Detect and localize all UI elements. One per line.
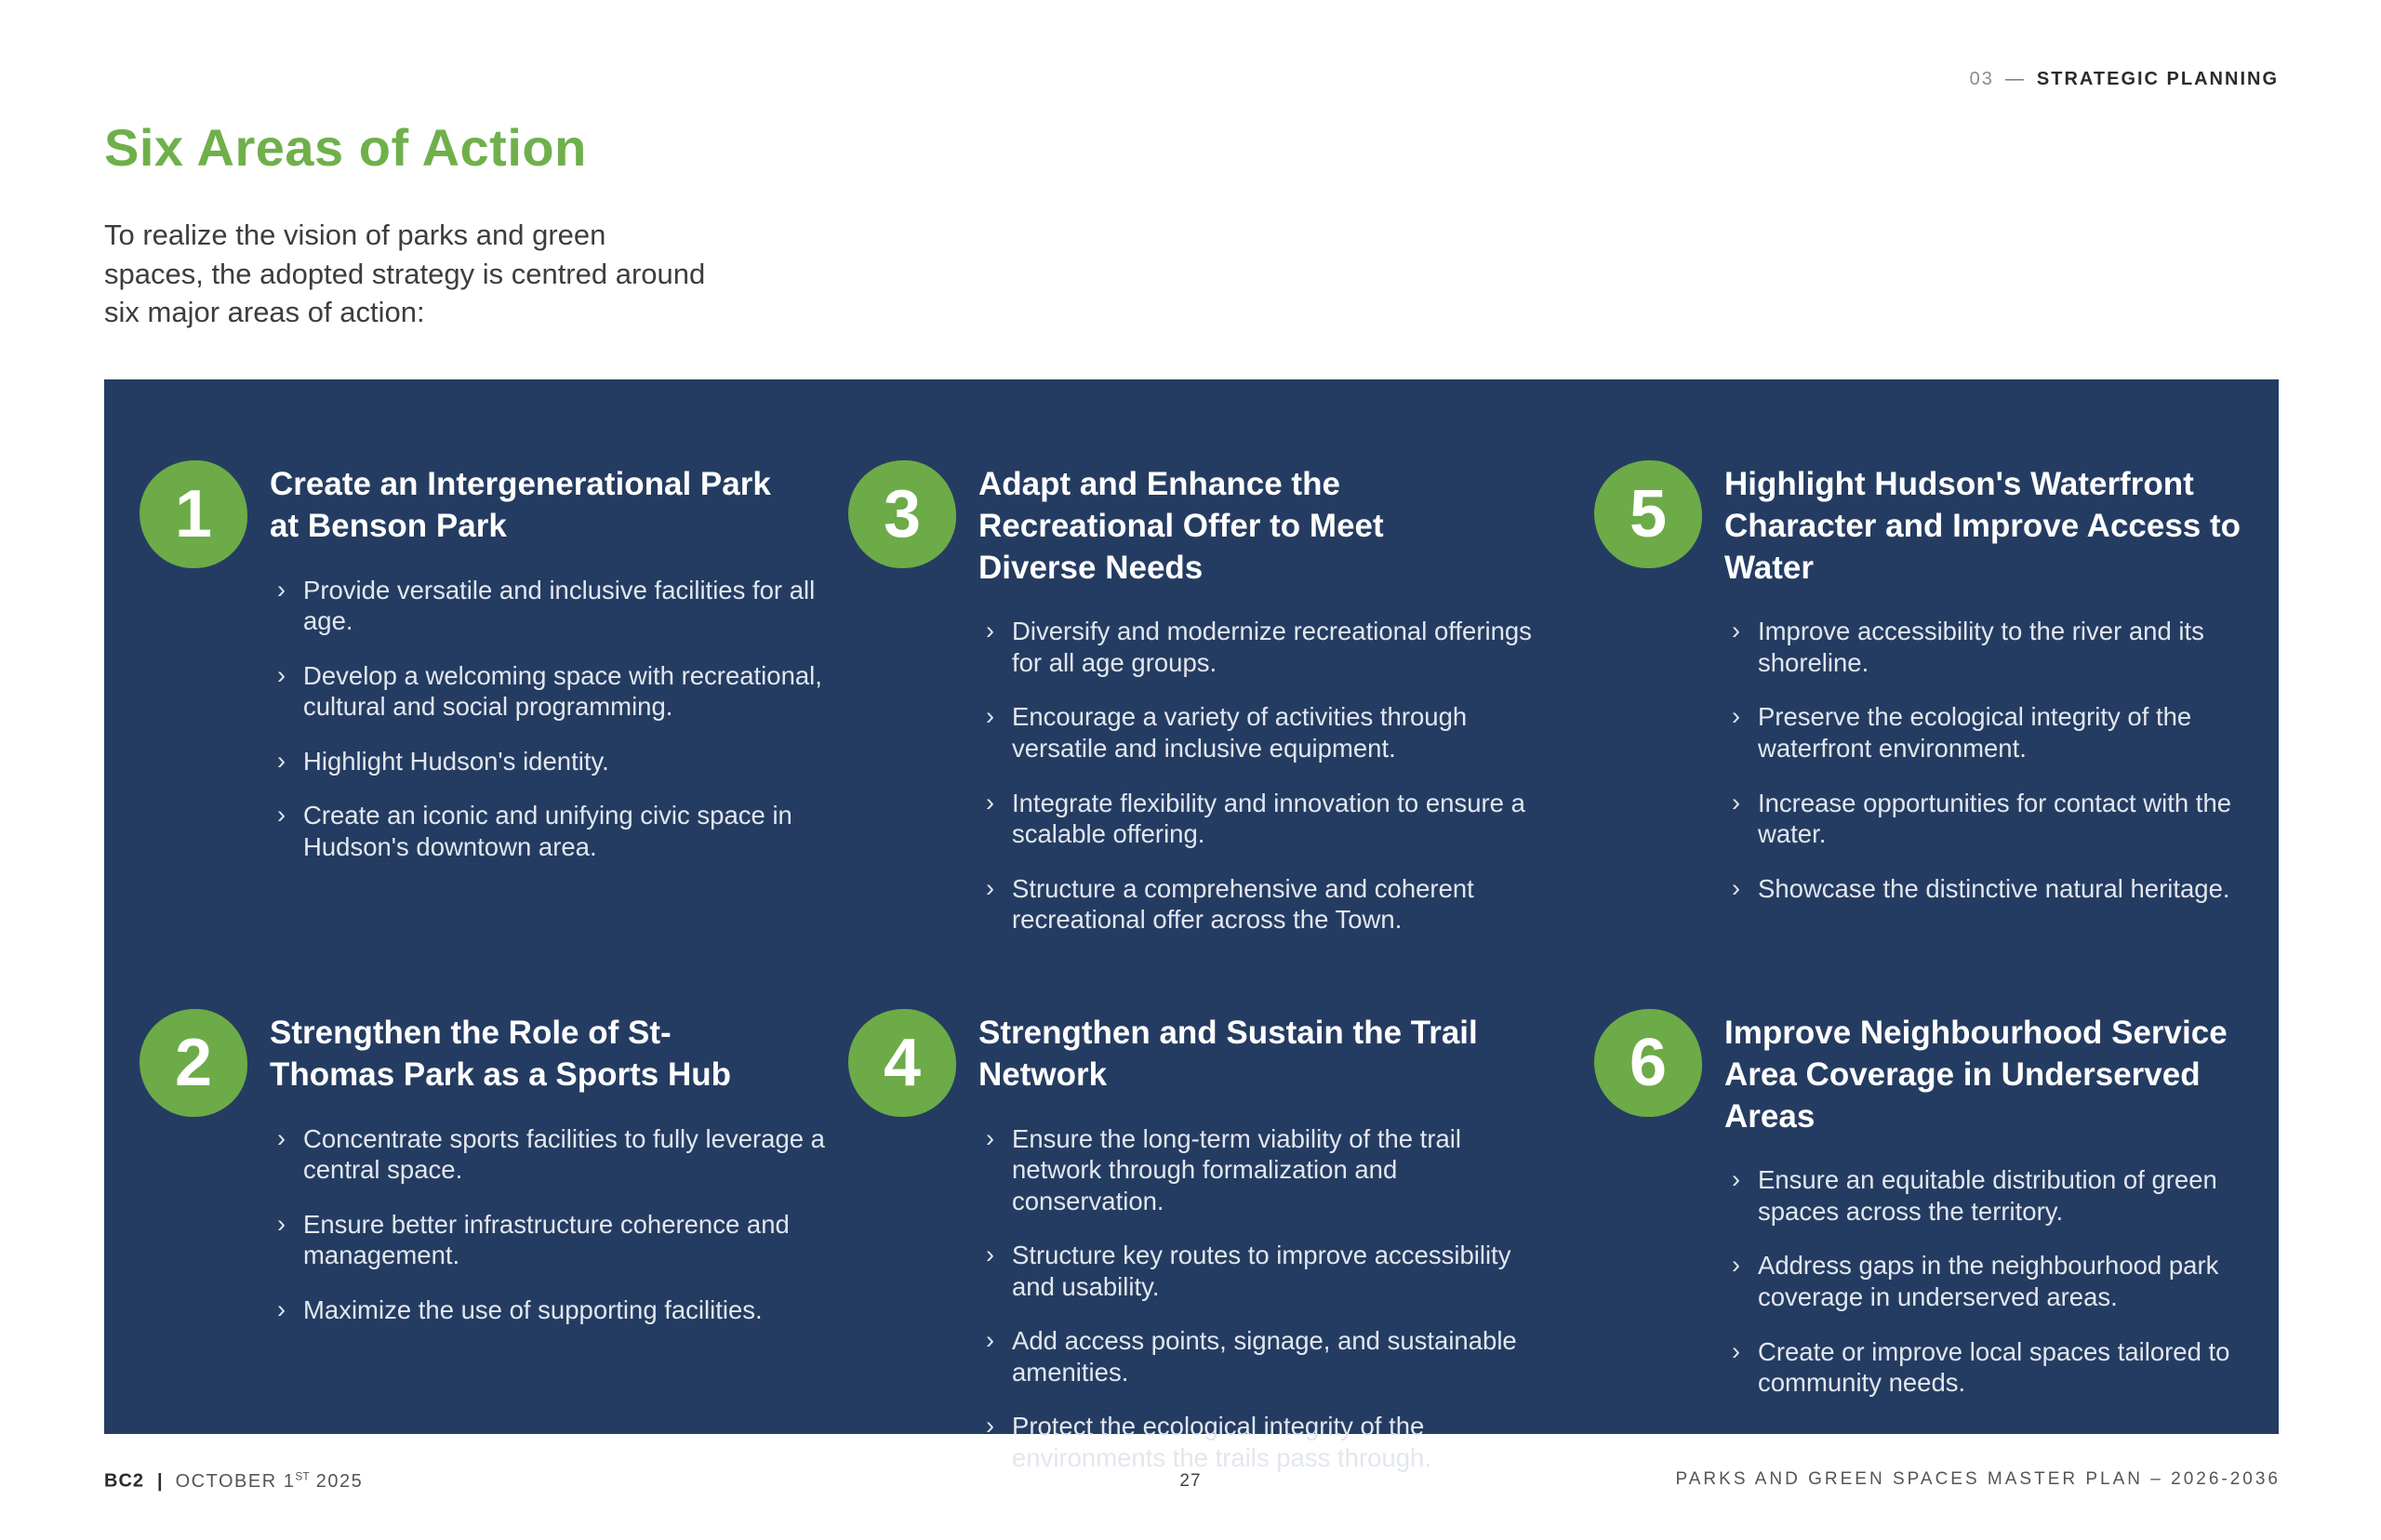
bullet-item [1732, 873, 2255, 905]
bullet-item [277, 1209, 839, 1271]
chevron-bullet-icon: › [1732, 873, 1740, 902]
area-number-badge: 6 [1594, 1009, 1702, 1117]
bullet-item [986, 701, 1548, 763]
footer-date: OCTOBER 1ST 2025 [175, 1469, 364, 1492]
area-title: Create an Intergenerational Park at Benson Park [270, 466, 771, 544]
area-number-badge: 3 [848, 460, 956, 568]
area-bullet-list [978, 1123, 1548, 1474]
bullet-item [1732, 1164, 2255, 1227]
chevron-bullet-icon: › [986, 788, 994, 816]
bullet-item [1732, 788, 2255, 850]
area-number-badge: 5 [1594, 460, 1702, 568]
bullet-item [986, 1240, 1548, 1302]
area-title: Strengthen and Sustain the Trail Network [978, 1015, 1478, 1093]
bullet-text: Diversify and modernize recreational offerings for all age groups. [1012, 617, 1532, 677]
bullet-item [986, 1325, 1548, 1387]
chevron-bullet-icon: › [986, 702, 994, 731]
bullet-item [1732, 616, 2255, 678]
section-number: 03 [1969, 69, 1994, 89]
bullet-text: Highlight Hudson's identity. [303, 746, 609, 776]
bullet-item [277, 1294, 839, 1326]
bullet-item [277, 746, 839, 777]
chevron-bullet-icon: › [277, 1294, 286, 1323]
area-number-badge: 1 [140, 460, 247, 568]
bullet-item [1732, 701, 2255, 763]
area-content [1724, 1009, 2255, 1422]
running-header [1970, 69, 2279, 90]
chevron-bullet-icon: › [277, 575, 286, 604]
action-area-2 [140, 1009, 848, 1497]
bullet-text: Concentrate sports facilities to fully leverage a central space. [303, 1123, 825, 1185]
chevron-bullet-icon: › [277, 1123, 286, 1152]
footer-separator: | [157, 1470, 163, 1492]
bullet-item [986, 616, 1548, 678]
area-number-badge: 4 [848, 1009, 956, 1117]
chevron-bullet-icon: › [986, 1123, 994, 1152]
area-title: Strengthen the Role of St-Thomas Park as a Sports Hub [270, 1015, 731, 1093]
area-bullet-list [270, 575, 839, 863]
area-content [978, 1009, 1548, 1497]
footer-left [104, 1469, 363, 1493]
bullet-text: Maximize the use of supporting facilities. [303, 1294, 763, 1324]
action-areas-panel [104, 379, 2279, 1472]
chevron-bullet-icon: › [1732, 1251, 1740, 1280]
area-title: Improve Neighbourhood Service Area Coverage in Underserved Areas [1724, 1015, 2228, 1135]
bullet-text: Address gaps in the neighbourhood park coverage in underserved areas. [1758, 1251, 2219, 1312]
bullet-text: Structure a comprehensive and coherent recreational offer across the Town. [1012, 873, 1474, 935]
chevron-bullet-icon: › [277, 1209, 286, 1238]
area-bullet-list [1724, 616, 2255, 904]
footer-page-number: 27 [1179, 1471, 1202, 1491]
chevron-bullet-icon: › [1732, 1165, 1740, 1194]
bullet-item [277, 1123, 839, 1186]
footer-brand: BC2 [104, 1470, 145, 1492]
chevron-bullet-icon: › [277, 660, 286, 689]
bullet-text: Structure key routes to improve accessibility and usability. [1012, 1241, 1511, 1301]
area-number-badge: 2 [140, 1009, 247, 1117]
footer-date-ordinal: ST [295, 1469, 310, 1482]
bullet-item [986, 1123, 1548, 1217]
bullet-item [277, 800, 839, 862]
section-name: STRATEGIC PLANNING [2036, 69, 2279, 89]
chevron-bullet-icon: › [1732, 1336, 1740, 1365]
bullet-text: Ensure the long-term viability of the trail network through formalization and conservation. [1012, 1123, 1461, 1215]
footer-document-title: PARKS AND GREEN SPACES MASTER PLAN – 2026-2036 [1675, 1469, 2281, 1489]
intro-paragraph: To realize the vision of parks and green spaces, the adopted strategy is centred around six major areas of action: [104, 219, 706, 329]
bullet-item [986, 788, 1548, 850]
chevron-bullet-icon: › [1732, 702, 1740, 731]
area-content [270, 460, 839, 885]
chevron-bullet-icon: › [986, 1241, 994, 1269]
chevron-bullet-icon: › [1732, 788, 1740, 816]
bullet-item [1732, 1250, 2255, 1312]
area-bullet-list [1724, 1164, 2255, 1398]
bullet-text: Integrate flexibility and innovation to ensure a scalable offering. [1012, 788, 1525, 849]
area-bullet-list [978, 616, 1548, 935]
bullet-item [1732, 1336, 2255, 1399]
bullet-text: Increase opportunities for contact with the water. [1758, 788, 2232, 849]
area-title: Adapt and Enhance the Recreational Offer to Meet Diverse Needs [978, 466, 1384, 586]
bullet-text: Develop a welcoming space with recreational, cultural and social programming. [303, 660, 822, 722]
page-title: Six Areas of Action [104, 118, 587, 177]
bullet-text: Ensure an equitable distribution of green spaces across the territory. [1758, 1165, 2217, 1226]
area-bullet-list [270, 1123, 839, 1326]
bullet-item [277, 575, 839, 637]
area-content [1724, 460, 2255, 927]
bullet-item [986, 1411, 1548, 1473]
header-dash: — [2004, 69, 2026, 89]
bullet-text: Improve accessibility to the river and its shoreline. [1758, 617, 2204, 677]
bullet-text: Provide versatile and inclusive facilities for all age. [303, 575, 816, 636]
bullet-item [277, 660, 839, 723]
bullet-text: Ensure better infrastructure coherence and management. [303, 1209, 790, 1270]
bullet-text: Encourage a variety of activities through versatile and inclusive equipment. [1012, 702, 1468, 763]
bullet-text: Create an iconic and unifying civic space in Hudson's downtown area. [303, 801, 792, 861]
area-content [978, 460, 1548, 959]
chevron-bullet-icon: › [986, 873, 994, 902]
bullet-text: Protect the ecological integrity of the environments the trails pass through. [1012, 1412, 1431, 1472]
action-area-6 [1594, 1009, 2255, 1497]
action-area-4 [848, 1009, 1594, 1497]
action-area-3 [848, 460, 1594, 1009]
bullet-text: Preserve the ecological integrity of the waterfront environment. [1758, 702, 2192, 763]
chevron-bullet-icon: › [277, 801, 286, 830]
chevron-bullet-icon: › [1732, 617, 1740, 645]
action-area-1 [140, 460, 848, 1009]
chevron-bullet-icon: › [986, 1412, 994, 1440]
area-content [270, 1009, 839, 1348]
bullet-text: Create or improve local spaces tailored to community needs. [1758, 1336, 2230, 1398]
bullet-text: Add access points, signage, and sustainable amenities. [1012, 1326, 1517, 1387]
chevron-bullet-icon: › [277, 746, 286, 775]
chevron-bullet-icon: › [986, 1326, 994, 1355]
bullet-text: Showcase the distinctive natural heritage. [1758, 873, 2230, 903]
bullet-item [986, 873, 1548, 936]
area-title: Highlight Hudson's Waterfront Character and Improve Access to Water [1724, 466, 2241, 586]
chevron-bullet-icon: › [986, 617, 994, 645]
action-area-5 [1594, 460, 2255, 1009]
